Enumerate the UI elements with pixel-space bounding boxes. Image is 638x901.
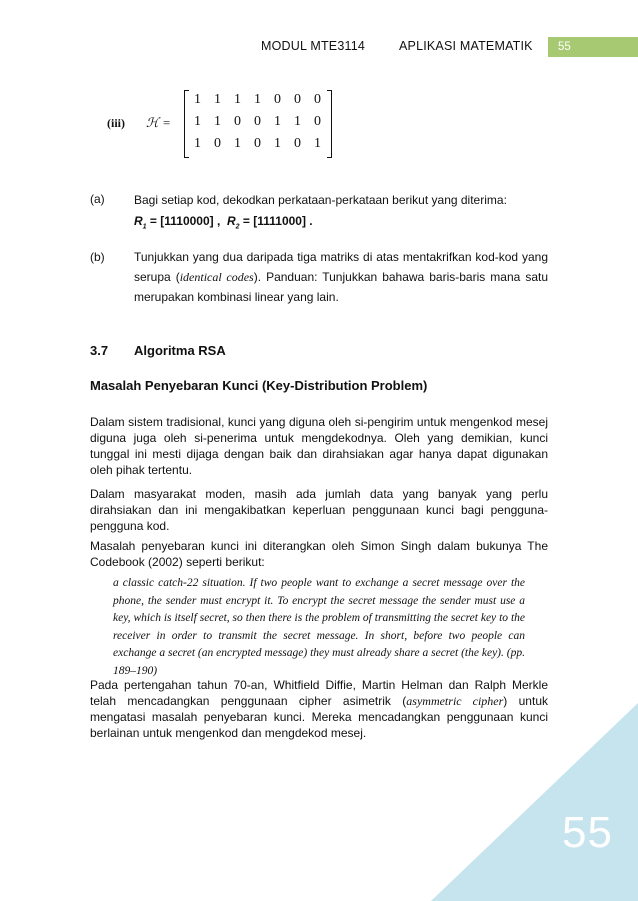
matrix-cell: 0	[294, 136, 301, 151]
item-b-text-part: Tunjukkan yang dua daripada tiga matriks di atas mentakrifkan kod-kod yang serupa (	[134, 250, 548, 284]
matrix-cell: 1	[194, 136, 201, 151]
matrix-row	[194, 136, 334, 154]
matrix-cell: 1	[314, 136, 321, 151]
matrix-cell: 0	[234, 114, 241, 129]
r2-label: R	[226, 214, 236, 228]
matrix-symbol: ℋ =	[146, 115, 171, 130]
matrix-cell: 0	[274, 92, 281, 107]
item-b-italic: identical codes	[179, 270, 254, 284]
matrix-cell: 0	[254, 136, 261, 151]
section-number: 3.7	[90, 343, 109, 358]
matrix-cell: 1	[234, 92, 241, 107]
page-header	[0, 38, 638, 58]
matrix-cell: 1	[294, 114, 301, 129]
matrix-cell: 0	[214, 136, 221, 151]
r2-subscript: 2	[235, 223, 240, 231]
r1-label: R	[134, 214, 143, 228]
r2-value: = [1111000] .	[239, 214, 313, 228]
subheading: Masalah Penyebaran Kunci (Key-Distribution Problem)	[90, 378, 428, 393]
matrix-cell: 1	[194, 114, 201, 129]
matrix-cell: 0	[314, 114, 321, 129]
r1-subscript: 1	[142, 223, 147, 231]
item-a-label: (a)	[90, 192, 105, 206]
matrix-cell: 1	[254, 92, 261, 107]
matrix-cell: 1	[194, 92, 201, 107]
matrix-cell: 1	[214, 92, 221, 107]
final-paragraph-italic: asymmetric cipher	[406, 694, 504, 708]
r1-value: = [1110000] ,	[146, 214, 221, 228]
matrix-cell: 0	[254, 114, 261, 129]
item-a-text: Bagi setiap kod, dekodkan perkataan-perkataan berikut yang diterima:	[134, 193, 507, 207]
paragraph: Dalam sistem tradisional, kunci yang diguna oleh si-pengirim untuk mengenkod mesej diguna juga oleh si-penerima untuk mengdekodnya. Oleh yang demikian, kunci tunggal ini mesti dijaga dengan baik dan dirahsiakan agar hanya dapat digunakan oleh pihak tertentu.	[90, 415, 548, 477]
paragraph: Masalah penyebaran kunci ini diterangkan oleh Simon Singh dalam bukunya The Codebook (2002) seperti berikut:	[90, 539, 548, 569]
item-b-label: (b)	[90, 250, 105, 264]
matrix-row	[194, 114, 334, 132]
parity-check-matrix	[184, 90, 332, 156]
item-b-text	[134, 247, 548, 307]
matrix-cell: 1	[234, 136, 241, 151]
header-page-number: 55	[548, 37, 638, 57]
module-code: MODUL MTE3114	[261, 39, 366, 53]
corner-page-number: 55	[562, 808, 613, 857]
matrix-row	[194, 92, 334, 110]
final-paragraph-part: ) untuk mengatasi masalah penyebaran kunci. Mereka mencadangkan penggunaan kunci berlainan untuk mengenkod dan mengdekod mesej.	[90, 694, 548, 740]
section-title: Algoritma RSA	[134, 343, 226, 358]
matrix-left-bracket	[184, 90, 189, 158]
item-b-text-part: ). Panduan: Tunjukkan bahawa baris-baris mana satu merupakan kombinasi linear yang lain.	[134, 270, 548, 304]
module-subject: APLIKASI MATEMATIK	[399, 39, 533, 53]
block-quote: a classic catch-22 situation. If two people want to exchange a secret message over the phone, the sender must encrypt it. To encrypt the secret message the sender must use a key, which is itself secret, so then there is the problem of transmitting the secret key to the receiver in order to transmit the secret message. In short, before two people can exchange a secret (an encrypted message) they must already share a secret (the key). (pp. 189–190)	[113, 577, 525, 677]
paragraph: Dalam masyarakat moden, masih ada jumlah data yang banyak yang perlu dirahsiakan dan ini mengakibatkan keperluan penggunaan kunci bagi pengguna-pengguna kod.	[90, 487, 548, 533]
final-paragraph	[90, 677, 548, 741]
matrix-cell: 0	[294, 92, 301, 107]
matrix-cell: 1	[214, 114, 221, 129]
final-paragraph-part: Pada pertengahan tahun 70-an, Whitfield Diffie, Martin Helman dan Ralph Merkle telah mencadangkan penggunaan cipher asimetrik (	[90, 678, 548, 708]
matrix-cell: 1	[274, 114, 281, 129]
received-words	[134, 214, 313, 230]
matrix-label: (iii)	[107, 116, 125, 130]
matrix-cell: 0	[314, 92, 321, 107]
matrix-cell: 1	[274, 136, 281, 151]
